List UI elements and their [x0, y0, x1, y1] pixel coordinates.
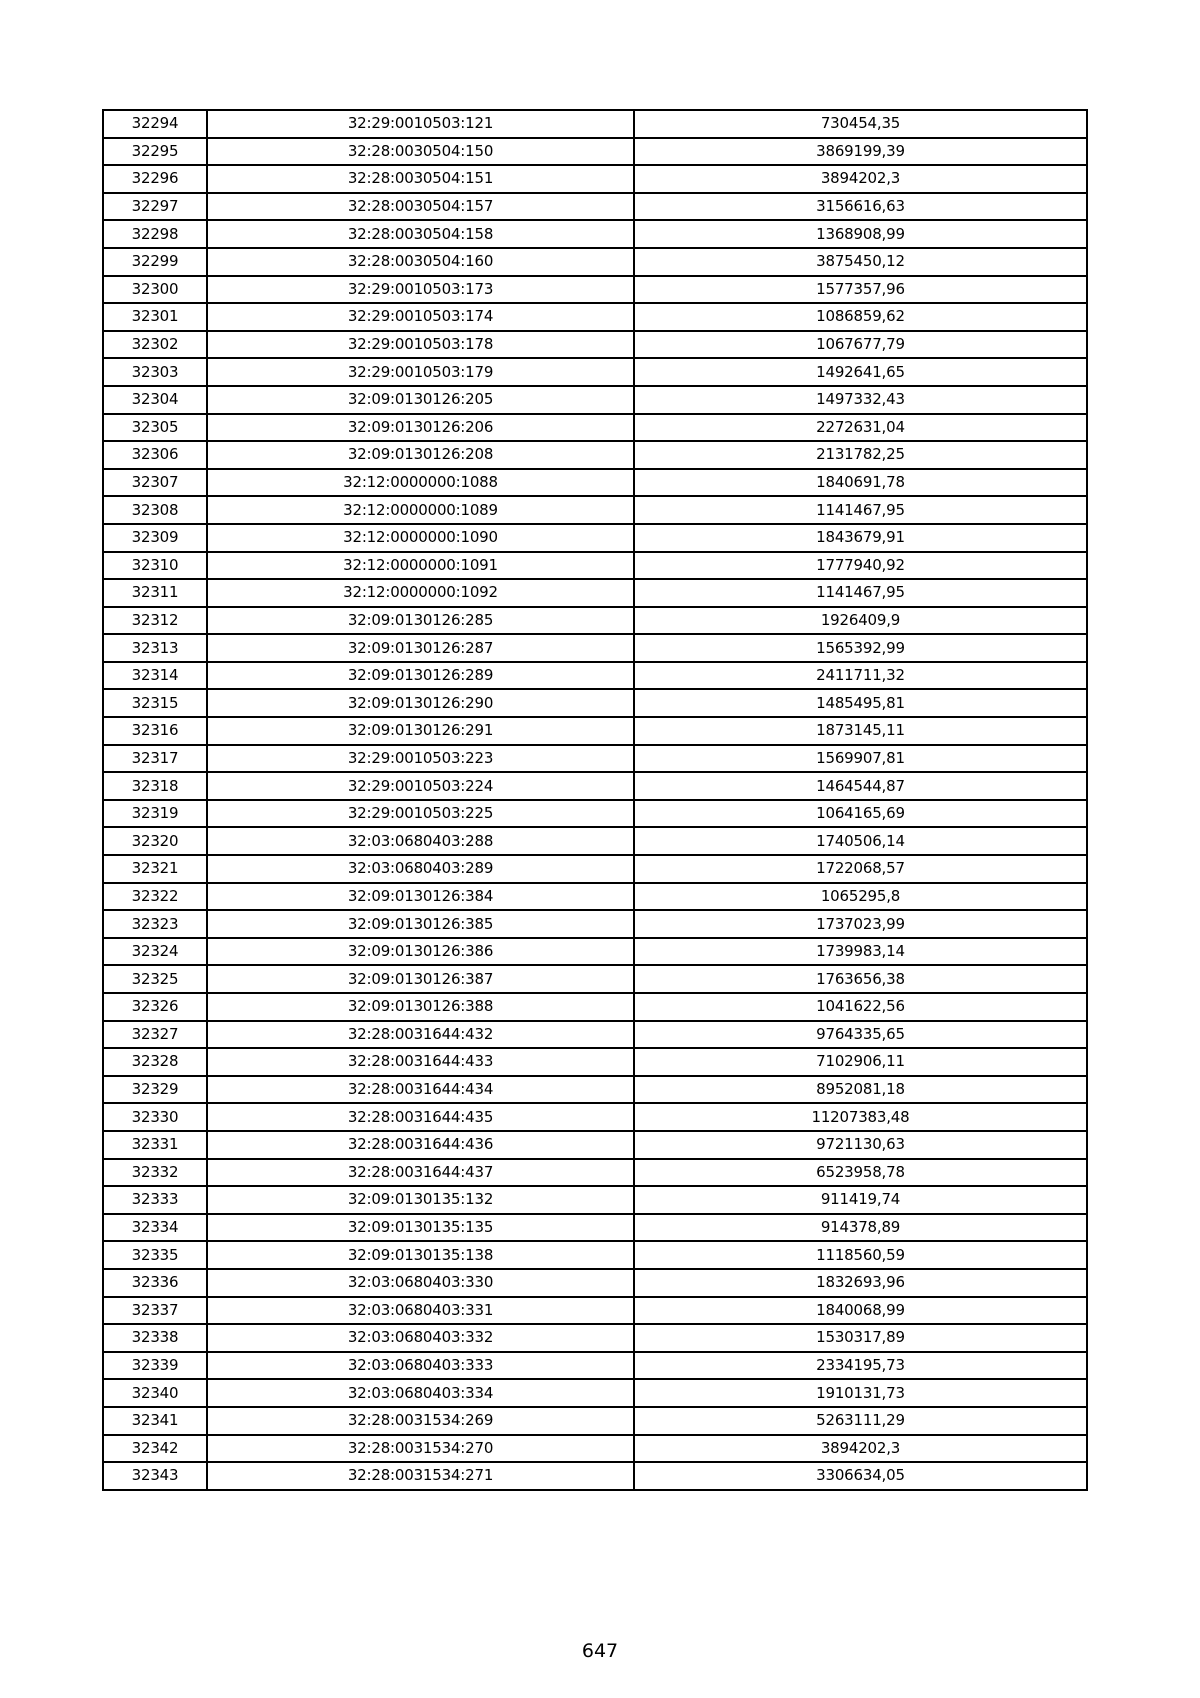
table-row	[103, 745, 1087, 773]
cadastral-number-cell: 32:29:0010503:174	[207, 303, 634, 331]
cadastral-value-cell: 9764335,65	[634, 1021, 1087, 1049]
cadastral-number-cell: 32:12:0000000:1092	[207, 579, 634, 607]
table-row	[103, 1241, 1087, 1269]
cadastral-value-cell: 2411711,32	[634, 662, 1087, 690]
row-number-cell: 32331	[103, 1131, 207, 1159]
row-number-cell: 32312	[103, 607, 207, 635]
table-row	[103, 827, 1087, 855]
table-row	[103, 496, 1087, 524]
row-number-cell: 32310	[103, 552, 207, 580]
cadastral-value-cell: 1926409,9	[634, 607, 1087, 635]
cadastral-number-cell: 32:28:0031534:270	[207, 1435, 634, 1463]
cadastral-value-cell: 3869199,39	[634, 138, 1087, 166]
cadastral-value-cell: 1065295,8	[634, 883, 1087, 911]
cadastral-value-cell: 2334195,73	[634, 1352, 1087, 1380]
cadastral-value-cell: 2131782,25	[634, 441, 1087, 469]
cadastral-value-cell: 9721130,63	[634, 1131, 1087, 1159]
cadastral-number-cell: 32:03:0680403:333	[207, 1352, 634, 1380]
document-table-container	[102, 109, 1086, 1491]
cadastral-value-cell: 5263111,29	[634, 1407, 1087, 1435]
row-number-cell: 32318	[103, 772, 207, 800]
table-row	[103, 965, 1087, 993]
cadastral-value-table	[102, 109, 1088, 1491]
cadastral-value-cell: 1722068,57	[634, 855, 1087, 883]
table-row	[103, 248, 1087, 276]
cadastral-number-cell: 32:09:0130126:386	[207, 938, 634, 966]
cadastral-number-cell: 32:09:0130126:289	[207, 662, 634, 690]
table-row	[103, 1131, 1087, 1159]
cadastral-value-cell: 1739983,14	[634, 938, 1087, 966]
table-row	[103, 386, 1087, 414]
cadastral-value-cell: 1910131,73	[634, 1379, 1087, 1407]
table-row	[103, 165, 1087, 193]
row-number-cell: 32295	[103, 138, 207, 166]
cadastral-number-cell: 32:09:0130126:205	[207, 386, 634, 414]
row-number-cell: 32313	[103, 634, 207, 662]
row-number-cell: 32332	[103, 1159, 207, 1187]
cadastral-number-cell: 32:28:0031534:271	[207, 1462, 634, 1490]
cadastral-number-cell: 32:29:0010503:225	[207, 800, 634, 828]
row-number-cell: 32319	[103, 800, 207, 828]
cadastral-value-cell: 1737023,99	[634, 910, 1087, 938]
table-row	[103, 1159, 1087, 1187]
cadastral-number-cell: 32:28:0030504:160	[207, 248, 634, 276]
page-number: 647	[581, 1640, 619, 1662]
cadastral-number-cell: 32:28:0031644:435	[207, 1103, 634, 1131]
table-row	[103, 855, 1087, 883]
cadastral-number-cell: 32:09:0130126:291	[207, 717, 634, 745]
row-number-cell: 32341	[103, 1407, 207, 1435]
table-row	[103, 1021, 1087, 1049]
row-number-cell: 32343	[103, 1462, 207, 1490]
cadastral-value-cell: 1086859,62	[634, 303, 1087, 331]
row-number-cell: 32296	[103, 165, 207, 193]
cadastral-number-cell: 32:03:0680403:334	[207, 1379, 634, 1407]
table-row	[103, 1297, 1087, 1325]
cadastral-number-cell: 32:28:0031644:434	[207, 1076, 634, 1104]
cadastral-number-cell: 32:28:0030504:150	[207, 138, 634, 166]
row-number-cell: 32302	[103, 331, 207, 359]
table-row	[103, 358, 1087, 386]
cadastral-value-cell: 1497332,43	[634, 386, 1087, 414]
table-row	[103, 524, 1087, 552]
cadastral-value-cell: 914378,89	[634, 1214, 1087, 1242]
cadastral-value-cell: 1118560,59	[634, 1241, 1087, 1269]
row-number-cell: 32321	[103, 855, 207, 883]
row-number-cell: 32335	[103, 1241, 207, 1269]
table-row	[103, 772, 1087, 800]
cadastral-value-cell: 1843679,91	[634, 524, 1087, 552]
table-row	[103, 717, 1087, 745]
cadastral-number-cell: 32:09:0130126:208	[207, 441, 634, 469]
row-number-cell: 32327	[103, 1021, 207, 1049]
row-number-cell: 32306	[103, 441, 207, 469]
cadastral-number-cell: 32:29:0010503:178	[207, 331, 634, 359]
cadastral-value-cell: 1840068,99	[634, 1297, 1087, 1325]
cadastral-number-cell: 32:09:0130135:132	[207, 1186, 634, 1214]
row-number-cell: 32336	[103, 1269, 207, 1297]
table-row	[103, 607, 1087, 635]
row-number-cell: 32337	[103, 1297, 207, 1325]
table-row	[103, 1462, 1087, 1490]
cadastral-value-cell: 1777940,92	[634, 552, 1087, 580]
row-number-cell: 32328	[103, 1048, 207, 1076]
row-number-cell: 32330	[103, 1103, 207, 1131]
table-body	[103, 110, 1087, 1490]
table-row	[103, 552, 1087, 580]
row-number-cell: 32315	[103, 689, 207, 717]
cadastral-value-cell: 1492641,65	[634, 358, 1087, 386]
table-row	[103, 441, 1087, 469]
table-row	[103, 1214, 1087, 1242]
cadastral-value-cell: 3306634,05	[634, 1462, 1087, 1490]
row-number-cell: 32320	[103, 827, 207, 855]
row-number-cell: 32311	[103, 579, 207, 607]
row-number-cell: 32299	[103, 248, 207, 276]
row-number-cell: 32297	[103, 193, 207, 221]
row-number-cell: 32307	[103, 469, 207, 497]
row-number-cell: 32314	[103, 662, 207, 690]
cadastral-value-cell: 1763656,38	[634, 965, 1087, 993]
cadastral-number-cell: 32:29:0010503:121	[207, 110, 634, 138]
row-number-cell: 32339	[103, 1352, 207, 1380]
row-number-cell: 32303	[103, 358, 207, 386]
table-row	[103, 1352, 1087, 1380]
cadastral-number-cell: 32:03:0680403:331	[207, 1297, 634, 1325]
table-row	[103, 1379, 1087, 1407]
cadastral-value-cell: 1141467,95	[634, 579, 1087, 607]
table-row	[103, 1324, 1087, 1352]
cadastral-number-cell: 32:28:0030504:158	[207, 220, 634, 248]
cadastral-value-cell: 911419,74	[634, 1186, 1087, 1214]
cadastral-number-cell: 32:03:0680403:288	[207, 827, 634, 855]
row-number-cell: 32300	[103, 276, 207, 304]
row-number-cell: 32322	[103, 883, 207, 911]
table-row	[103, 634, 1087, 662]
cadastral-number-cell: 32:12:0000000:1089	[207, 496, 634, 524]
cadastral-value-cell: 1569907,81	[634, 745, 1087, 773]
row-number-cell: 32317	[103, 745, 207, 773]
row-number-cell: 32309	[103, 524, 207, 552]
table-row	[103, 1407, 1087, 1435]
cadastral-number-cell: 32:09:0130126:385	[207, 910, 634, 938]
cadastral-value-cell: 1041622,56	[634, 993, 1087, 1021]
cadastral-value-cell: 1064165,69	[634, 800, 1087, 828]
table-row	[103, 1186, 1087, 1214]
cadastral-value-cell: 2272631,04	[634, 414, 1087, 442]
cadastral-number-cell: 32:28:0031644:436	[207, 1131, 634, 1159]
cadastral-number-cell: 32:29:0010503:173	[207, 276, 634, 304]
row-number-cell: 32305	[103, 414, 207, 442]
row-number-cell: 32294	[103, 110, 207, 138]
cadastral-number-cell: 32:12:0000000:1088	[207, 469, 634, 497]
table-row	[103, 414, 1087, 442]
row-number-cell: 32338	[103, 1324, 207, 1352]
table-row	[103, 579, 1087, 607]
table-row	[103, 883, 1087, 911]
cadastral-value-cell: 1840691,78	[634, 469, 1087, 497]
row-number-cell: 32340	[103, 1379, 207, 1407]
row-number-cell: 32325	[103, 965, 207, 993]
row-number-cell: 32326	[103, 993, 207, 1021]
row-number-cell: 32334	[103, 1214, 207, 1242]
cadastral-value-cell: 7102906,11	[634, 1048, 1087, 1076]
table-row	[103, 938, 1087, 966]
table-row	[103, 331, 1087, 359]
table-row	[103, 910, 1087, 938]
cadastral-value-cell: 1577357,96	[634, 276, 1087, 304]
row-number-cell: 32316	[103, 717, 207, 745]
cadastral-value-cell: 730454,35	[634, 110, 1087, 138]
cadastral-value-cell: 8952081,18	[634, 1076, 1087, 1104]
cadastral-value-cell: 1067677,79	[634, 331, 1087, 359]
cadastral-number-cell: 32:09:0130126:287	[207, 634, 634, 662]
cadastral-number-cell: 32:09:0130135:138	[207, 1241, 634, 1269]
row-number-cell: 32298	[103, 220, 207, 248]
cadastral-value-cell: 1141467,95	[634, 496, 1087, 524]
row-number-cell: 32308	[103, 496, 207, 524]
table-row	[103, 1435, 1087, 1463]
cadastral-value-cell: 1485495,81	[634, 689, 1087, 717]
cadastral-number-cell: 32:12:0000000:1090	[207, 524, 634, 552]
cadastral-number-cell: 32:09:0130126:384	[207, 883, 634, 911]
cadastral-number-cell: 32:03:0680403:330	[207, 1269, 634, 1297]
cadastral-value-cell: 1873145,11	[634, 717, 1087, 745]
cadastral-value-cell: 1740506,14	[634, 827, 1087, 855]
cadastral-number-cell: 32:03:0680403:332	[207, 1324, 634, 1352]
row-number-cell: 32329	[103, 1076, 207, 1104]
cadastral-number-cell: 32:29:0010503:223	[207, 745, 634, 773]
table-row	[103, 138, 1087, 166]
cadastral-value-cell: 1464544,87	[634, 772, 1087, 800]
cadastral-value-cell: 1832693,96	[634, 1269, 1087, 1297]
cadastral-number-cell: 32:28:0031644:433	[207, 1048, 634, 1076]
row-number-cell: 32333	[103, 1186, 207, 1214]
table-row	[103, 276, 1087, 304]
cadastral-value-cell: 1565392,99	[634, 634, 1087, 662]
cadastral-number-cell: 32:28:0030504:157	[207, 193, 634, 221]
row-number-cell: 32301	[103, 303, 207, 331]
table-row	[103, 1076, 1087, 1104]
table-row	[103, 993, 1087, 1021]
table-row	[103, 1269, 1087, 1297]
cadastral-value-cell: 1530317,89	[634, 1324, 1087, 1352]
cadastral-value-cell: 11207383,48	[634, 1103, 1087, 1131]
cadastral-number-cell: 32:28:0031534:269	[207, 1407, 634, 1435]
cadastral-number-cell: 32:29:0010503:224	[207, 772, 634, 800]
table-row	[103, 220, 1087, 248]
cadastral-number-cell: 32:09:0130126:388	[207, 993, 634, 1021]
cadastral-number-cell: 32:29:0010503:179	[207, 358, 634, 386]
cadastral-number-cell: 32:09:0130135:135	[207, 1214, 634, 1242]
cadastral-number-cell: 32:09:0130126:387	[207, 965, 634, 993]
cadastral-value-cell: 3875450,12	[634, 248, 1087, 276]
cadastral-number-cell: 32:28:0031644:432	[207, 1021, 634, 1049]
cadastral-number-cell: 32:09:0130126:290	[207, 689, 634, 717]
table-row	[103, 689, 1087, 717]
cadastral-number-cell: 32:09:0130126:206	[207, 414, 634, 442]
row-number-cell: 32324	[103, 938, 207, 966]
cadastral-number-cell: 32:28:0031644:437	[207, 1159, 634, 1187]
table-row	[103, 303, 1087, 331]
table-row	[103, 662, 1087, 690]
row-number-cell: 32323	[103, 910, 207, 938]
cadastral-number-cell: 32:28:0030504:151	[207, 165, 634, 193]
table-row	[103, 110, 1087, 138]
cadastral-value-cell: 3894202,3	[634, 1435, 1087, 1463]
cadastral-value-cell: 6523958,78	[634, 1159, 1087, 1187]
cadastral-number-cell: 32:12:0000000:1091	[207, 552, 634, 580]
row-number-cell: 32304	[103, 386, 207, 414]
row-number-cell: 32342	[103, 1435, 207, 1463]
table-row	[103, 1103, 1087, 1131]
table-row	[103, 1048, 1087, 1076]
table-row	[103, 800, 1087, 828]
cadastral-number-cell: 32:09:0130126:285	[207, 607, 634, 635]
cadastral-value-cell: 3894202,3	[634, 165, 1087, 193]
table-row	[103, 193, 1087, 221]
cadastral-value-cell: 3156616,63	[634, 193, 1087, 221]
table-row	[103, 469, 1087, 497]
cadastral-value-cell: 1368908,99	[634, 220, 1087, 248]
cadastral-number-cell: 32:03:0680403:289	[207, 855, 634, 883]
